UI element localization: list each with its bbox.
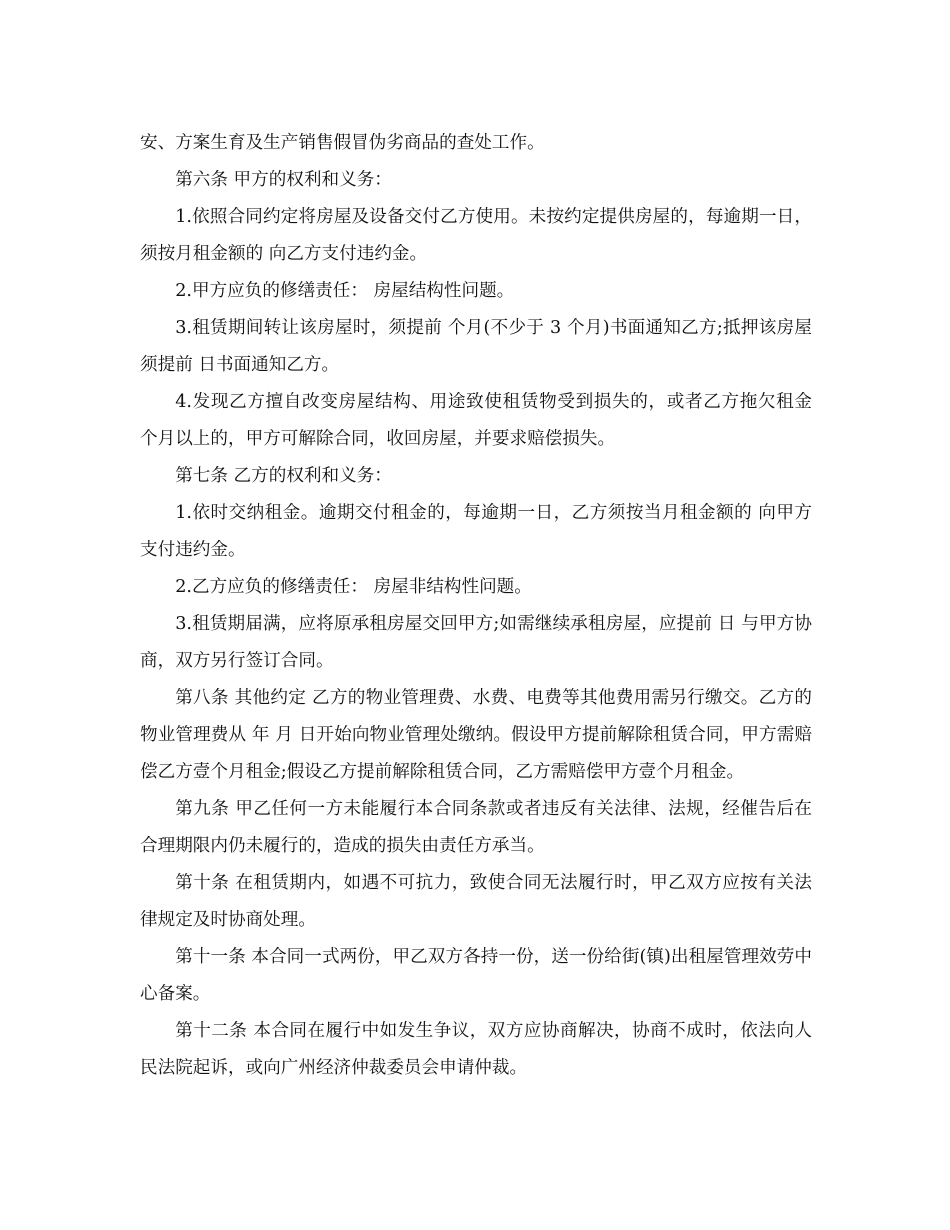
article-6-clause-1: 1.依照合同约定将房屋及设备交付乙方使用。未按约定提供房屋的，每逾期一日，须按月租金额的 向乙方支付违约金。	[140, 207, 812, 264]
article-6-heading: 第六条 甲方的权利和义务：	[175, 170, 392, 190]
article-7-clause-2: 2.乙方应负的修缮责任： 房屋非结构性问题。	[175, 577, 532, 597]
article-10: 第十条 在租赁期内，如遇不可抗力，致使合同无法履行时，甲乙双方应按有关法律规定及时协商处理。	[140, 873, 812, 930]
article-7-heading: 第七条 乙方的权利和义务：	[175, 466, 392, 486]
article-8: 第八条 其他约定 乙方的物业管理费、水费、电费等其他费用需另行缴交。乙方的物业管理费从 年 月 日开始向物业管理处缴纳。假设甲方提前解除租赁合同，甲方需赔偿乙方壹个月租金;假设乙方提前解除租赁合同，乙方需赔偿甲方壹个月租金。	[140, 688, 812, 782]
article-11: 第十一条 本合同一式两份，甲乙双方各持一份，送一份给街(镇)出租屋管理效劳中心备案。	[140, 947, 812, 1004]
article-6-clause-3: 3.租赁期间转让该房屋时，须提前 个月(不少于 3 个月)书面通知乙方;抵押该房屋须提前 日书面通知乙方。	[140, 318, 812, 375]
document-body	[140, 125, 812, 1087]
article-9: 第九条 甲乙任何一方未能履行本合同条款或者违反有关法律、法规，经催告后在合理期限内仍未履行的，造成的损失由责任方承当。	[140, 799, 812, 856]
article-7-clause-1: 1.依时交纳租金。逾期交付租金的，每逾期一日，乙方须按当月租金额的 向甲方支付违约金。	[140, 503, 812, 560]
article-7-clause-3: 3.租赁期届满，应将原承租房屋交回甲方;如需继续承租房屋，应提前 日 与甲方协商，双方另行签订合同。	[140, 614, 812, 671]
article-12: 第十二条 本合同在履行中如发生争议，双方应协商解决，协商不成时，依法向人民法院起诉，或向广州经济仲裁委员会申请仲裁。	[140, 1021, 812, 1078]
paragraph-continuation: 安、方案生育及生产销售假冒伪劣商品的查处工作。	[140, 133, 545, 153]
article-6-clause-4: 4.发现乙方擅自改变房屋结构、用途致使租赁物受到损失的，或者乙方拖欠租金 个月以上的，甲方可解除合同，收回房屋，并要求赔偿损失。	[140, 392, 812, 449]
article-6-clause-2: 2.甲方应负的修缮责任： 房屋结构性问题。	[175, 281, 515, 301]
